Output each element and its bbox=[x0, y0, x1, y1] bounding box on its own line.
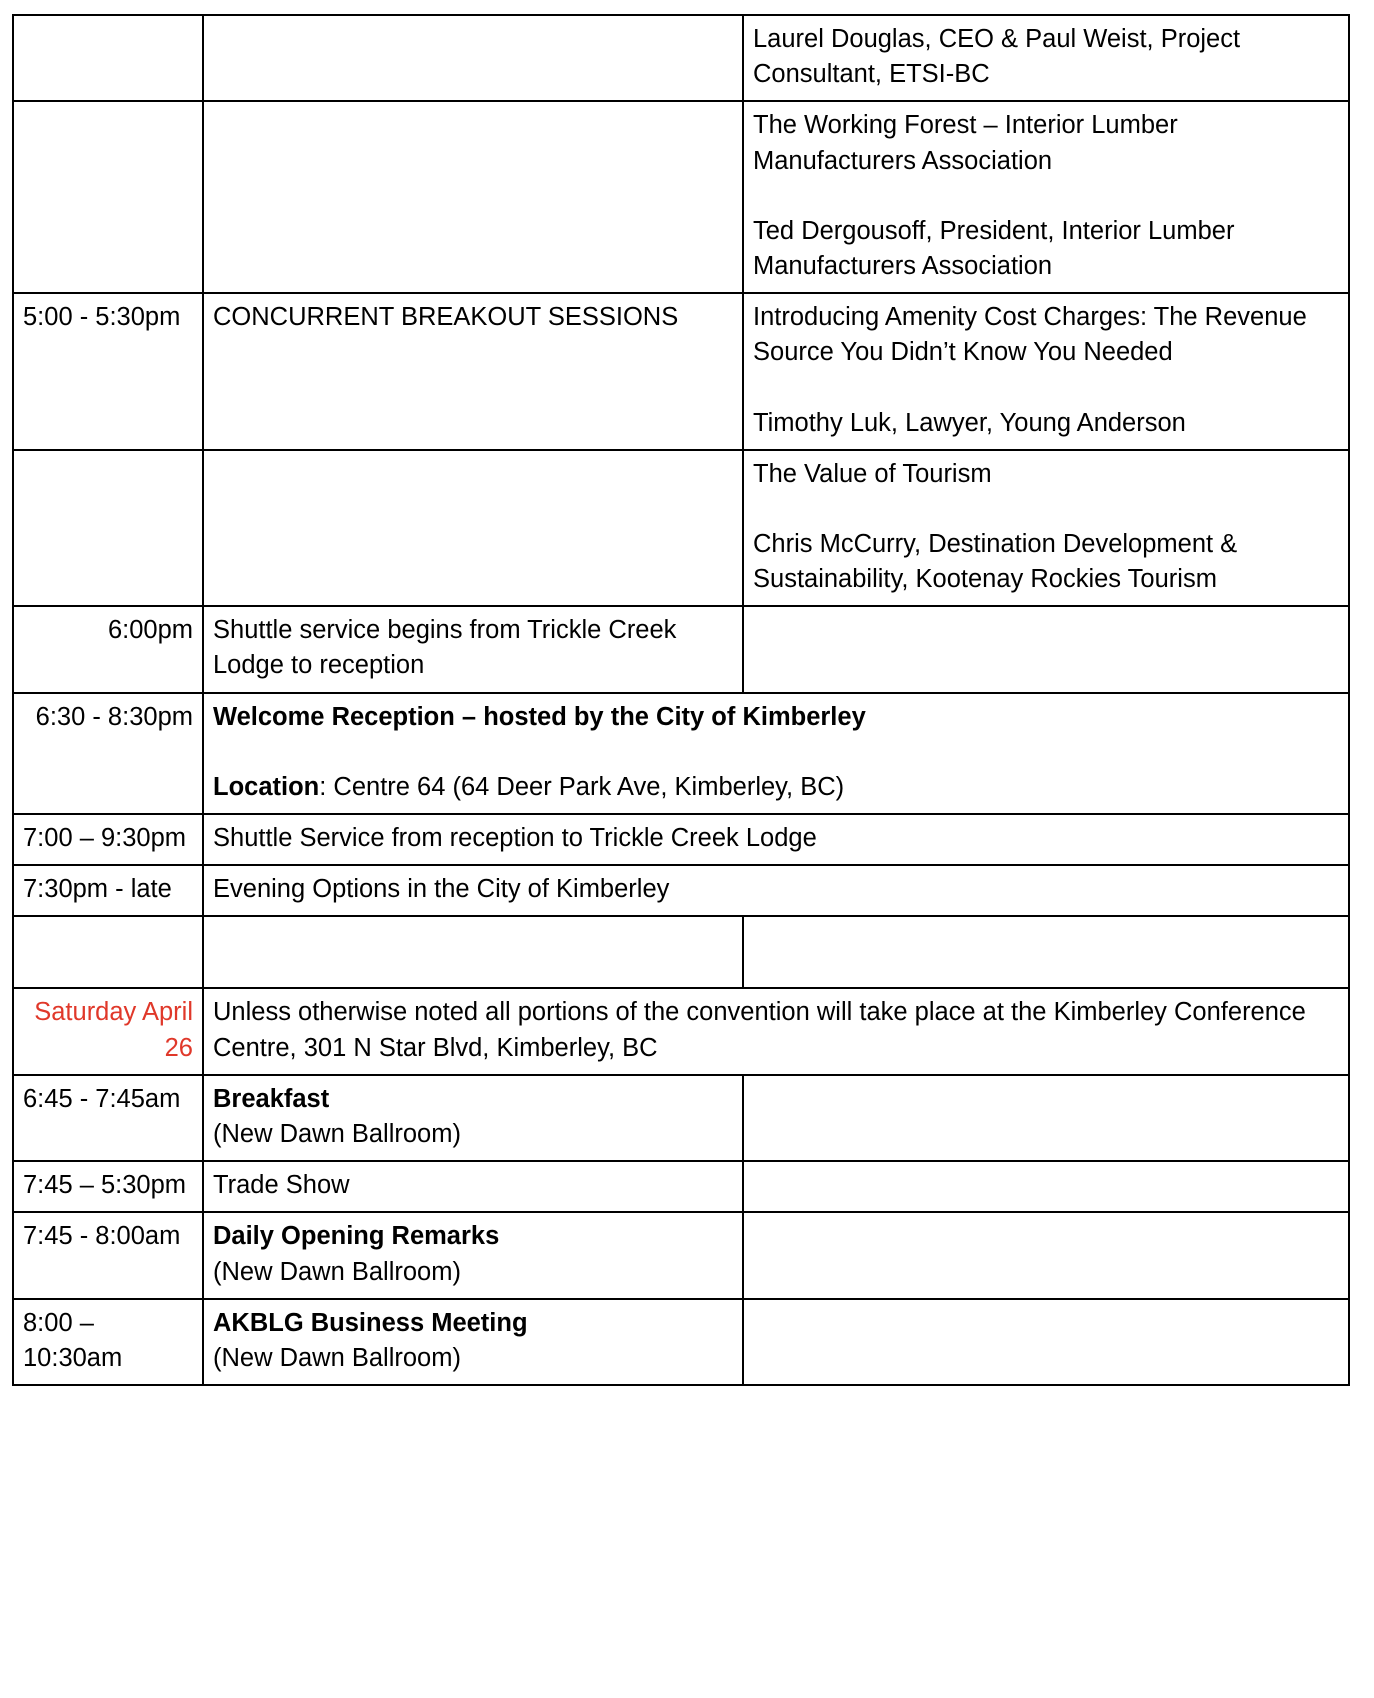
cell-time: 7:00 – 9:30pm bbox=[13, 814, 203, 865]
cell-event: CONCURRENT BREAKOUT SESSIONS bbox=[203, 293, 743, 450]
event-title: Breakfast bbox=[213, 1084, 330, 1113]
cell-detail bbox=[743, 1161, 1349, 1212]
cell-time bbox=[13, 15, 203, 101]
cell-event bbox=[203, 916, 743, 988]
table-row bbox=[13, 1299, 1349, 1385]
cell-time: 5:00 - 5:30pm bbox=[13, 293, 203, 450]
cell-detail bbox=[743, 1299, 1349, 1385]
table-row bbox=[13, 1212, 1349, 1298]
cell-date: Saturday April 26 bbox=[13, 988, 203, 1074]
detail-session-title: The Working Forest – Interior Lumber Manufacturers Association bbox=[753, 111, 1178, 175]
event-title: AKBLG Business Meeting bbox=[213, 1308, 528, 1337]
table-row bbox=[13, 814, 1349, 865]
cell-event-wide: Shuttle Service from reception to Trickle Creek Lodge bbox=[203, 814, 1349, 865]
cell-time: 6:30 - 8:30pm bbox=[13, 693, 203, 814]
detail-speaker: Chris McCurry, Destination Development & Sustainability, Kootenay Rockies Tourism bbox=[753, 529, 1238, 594]
event-venue: (New Dawn Ballroom) bbox=[213, 1343, 461, 1372]
event-title: Trade Show bbox=[213, 1171, 350, 1200]
cell-time: 7:30pm - late bbox=[13, 865, 203, 916]
cell-detail bbox=[743, 450, 1349, 607]
cell-detail bbox=[743, 15, 1349, 101]
location-label: Location bbox=[213, 772, 320, 801]
reception-location bbox=[213, 770, 1339, 805]
cell-detail bbox=[743, 1075, 1349, 1161]
detail-blank-line bbox=[753, 179, 1339, 214]
cell-detail bbox=[743, 101, 1349, 293]
cell-event bbox=[203, 1299, 743, 1385]
location-value: : Centre 64 (64 Deer Park Ave, Kimberley, BC) bbox=[319, 772, 845, 801]
detail-blank-line bbox=[753, 371, 1339, 406]
cell-day-note: Unless otherwise noted all portions of the convention will take place at the Kimberley Conference Centre, 301 N Star Blvd, Kimberley, BC bbox=[203, 988, 1349, 1074]
event-venue: (New Dawn Ballroom) bbox=[213, 1257, 461, 1286]
table-row bbox=[13, 101, 1349, 293]
table-row bbox=[13, 693, 1349, 814]
event-venue: (New Dawn Ballroom) bbox=[213, 1119, 461, 1148]
table-row bbox=[13, 865, 1349, 916]
cell-time: 6:00pm bbox=[13, 606, 203, 692]
detail-speaker: Timothy Luk, Lawyer, Young Anderson bbox=[753, 408, 1186, 437]
cell-detail bbox=[743, 606, 1349, 692]
detail-blank-line bbox=[213, 735, 1339, 770]
detail-paragraph: Laurel Douglas, CEO & Paul Weist, Project Consultant, ETSI-BC bbox=[753, 25, 1241, 89]
detail-blank-line bbox=[753, 492, 1339, 527]
table-row-spacer bbox=[13, 916, 1349, 988]
event-title: Daily Opening Remarks bbox=[213, 1222, 500, 1251]
cell-time bbox=[13, 916, 203, 988]
cell-event bbox=[203, 1212, 743, 1298]
cell-event bbox=[203, 450, 743, 607]
cell-detail bbox=[743, 916, 1349, 988]
table-row bbox=[13, 293, 1349, 450]
detail-session-title: Introducing Amenity Cost Charges: The Revenue Source You Didn’t Know You Needed bbox=[753, 303, 1307, 367]
cell-event: Shuttle service begins from Trickle Creek Lodge to reception bbox=[203, 606, 743, 692]
reception-title: Welcome Reception – hosted by the City of Kimberley bbox=[213, 702, 866, 731]
cell-time bbox=[13, 450, 203, 607]
cell-time: 6:45 - 7:45am bbox=[13, 1075, 203, 1161]
cell-detail bbox=[743, 1212, 1349, 1298]
cell-event-wide: Evening Options in the City of Kimberley bbox=[203, 865, 1349, 916]
cell-event-wide bbox=[203, 693, 1349, 814]
cell-time: 8:00 – 10:30am bbox=[13, 1299, 203, 1385]
agenda-table bbox=[12, 14, 1350, 1386]
detail-session-title: The Value of Tourism bbox=[753, 459, 992, 488]
table-row bbox=[13, 450, 1349, 607]
detail-speaker: Ted Dergousoff, President, Interior Lumber Manufacturers Association bbox=[753, 216, 1235, 280]
cell-event bbox=[203, 1075, 743, 1161]
cell-event bbox=[203, 101, 743, 293]
cell-time: 7:45 - 8:00am bbox=[13, 1212, 203, 1298]
table-row bbox=[13, 1075, 1349, 1161]
table-row-day-header bbox=[13, 988, 1349, 1074]
table-row bbox=[13, 1161, 1349, 1212]
cell-detail bbox=[743, 293, 1349, 450]
cell-event bbox=[203, 1161, 743, 1212]
table-row bbox=[13, 606, 1349, 692]
cell-time bbox=[13, 101, 203, 293]
table-row bbox=[13, 15, 1349, 101]
cell-event bbox=[203, 15, 743, 101]
cell-time: 7:45 – 5:30pm bbox=[13, 1161, 203, 1212]
